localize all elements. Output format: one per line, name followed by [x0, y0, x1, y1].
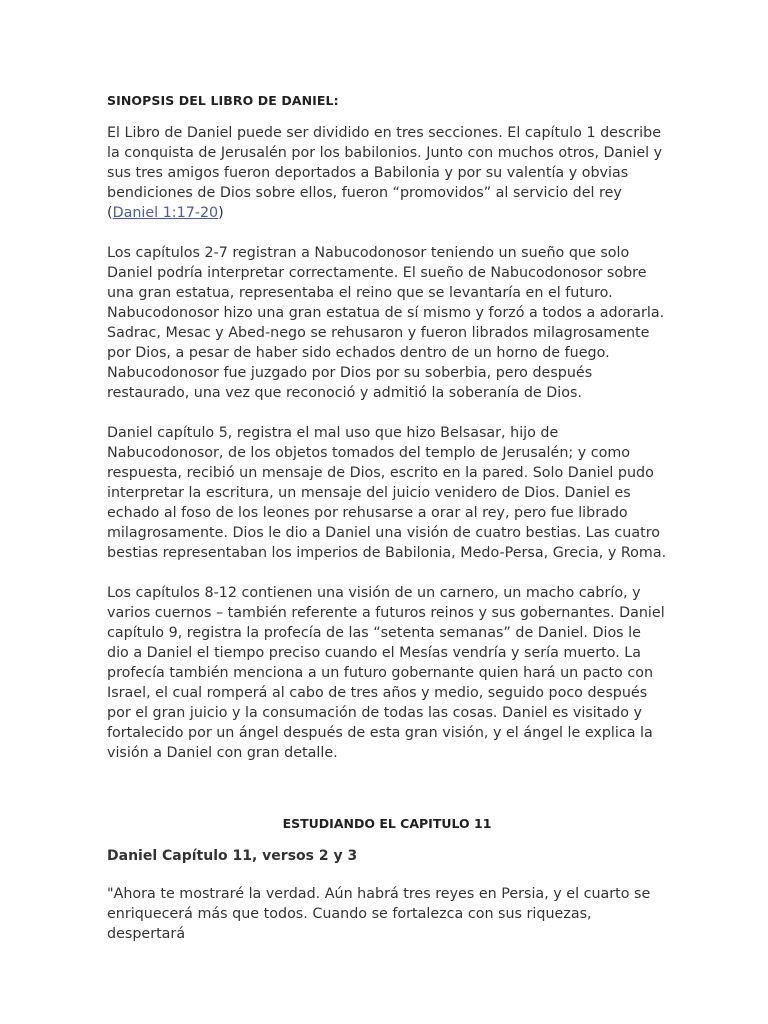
quote-paragraph: "Ahora te mostraré la verdad. Aún habrá tres reyes en Persia, y el cuarto se enriquecerá más que todos. Cuando se fortalezca con sus riquezas, despertará	[107, 886, 651, 942]
subsection-title: Daniel Capítulo 11, versos 2 y 3	[107, 848, 358, 864]
daniel-1-17-20-link[interactable]: Daniel 1:17-20	[112, 205, 219, 221]
spacer	[107, 783, 667, 803]
paragraph-chapters-8-12: Los capítulos 8-12 contienen una visión de un carnero, un macho cabrío, y varios cuernos – también referente a futuros reinos y sus gobernantes. Daniel capítulo 9, registra la profecía de las “setenta semanas” de Daniel. Dios le dio a Daniel el tiempo preciso cuando el Mesías vendría y sería muerto. La profecía también menciona a un futuro gobernante quien hará un pacto con Israel, el cual romperá al cabo de tres años y medio, seguido poco después por el gran juicio y la consumación de todas las cosas. Daniel es visitado y fortalecido por un ángel después de esta gran visión, y el ángel le explica la visión a Daniel con gran detalle.	[107, 585, 665, 761]
paragraph-intro	[107, 123, 667, 223]
document-title: SINOPSIS DEL LIBRO DE DANIEL:	[107, 93, 339, 108]
section-title: ESTUDIANDO EL CAPITULO 11	[282, 816, 492, 831]
paragraph-chapter-5: Daniel capítulo 5, registra el mal uso que hizo Belsasar, hijo de Nabucodonosor, de los objetos tomados del templo de Jerusalén; y como respuesta, recibió un mensaje de Dios, escrito en la pared. Solo Daniel pudo interpretar la escritura, un mensaje del juicio venidero de Dios. Daniel es echado al foso de los leones por rehusarse a orar al rey, pero fue librado milagrosamente. Dios le dio a Daniel una visión de cuatro bestias. Las cuatro bestias representaban los imperios de Babilonia, Medo-Persa, Grecia, y Roma.	[107, 425, 667, 561]
paragraph-intro-end: )	[218, 205, 224, 221]
document-page	[107, 92, 667, 964]
paragraph-intro-text: El Libro de Daniel puede ser dividido en tres secciones. El capítulo 1 describe la conquista de Jerusalén por los babilonios. Junto con muchos otros, Daniel y sus tres amigos fueron deportados a Babilonia y por su valentía y obvias bendiciones de Dios sobre ellos, fueron “promovidos” al servicio del rey (	[107, 125, 663, 221]
paragraph-chapters-2-7: Los capítulos 2-7 registran a Nabucodonosor teniendo un sueño que solo Daniel podría interpretar correctamente. El sueño de Nabucodonosor sobre una gran estatua, representaba el reino que se levantaría en el futuro. Nabucodonosor hizo una gran estatua de sí mismo y forzó a todos a adorarla. Sadrac, Mesac y Abed-nego se rehusaron y fueron librados milagrosamente por Dios, a pesar de haber sido echados dentro de un horno de fuego. Nabucodonosor fue juzgado por Dios por su soberbia, pero después restaurado, una vez que reconoció y admitió la soberanía de Dios.	[107, 245, 665, 401]
